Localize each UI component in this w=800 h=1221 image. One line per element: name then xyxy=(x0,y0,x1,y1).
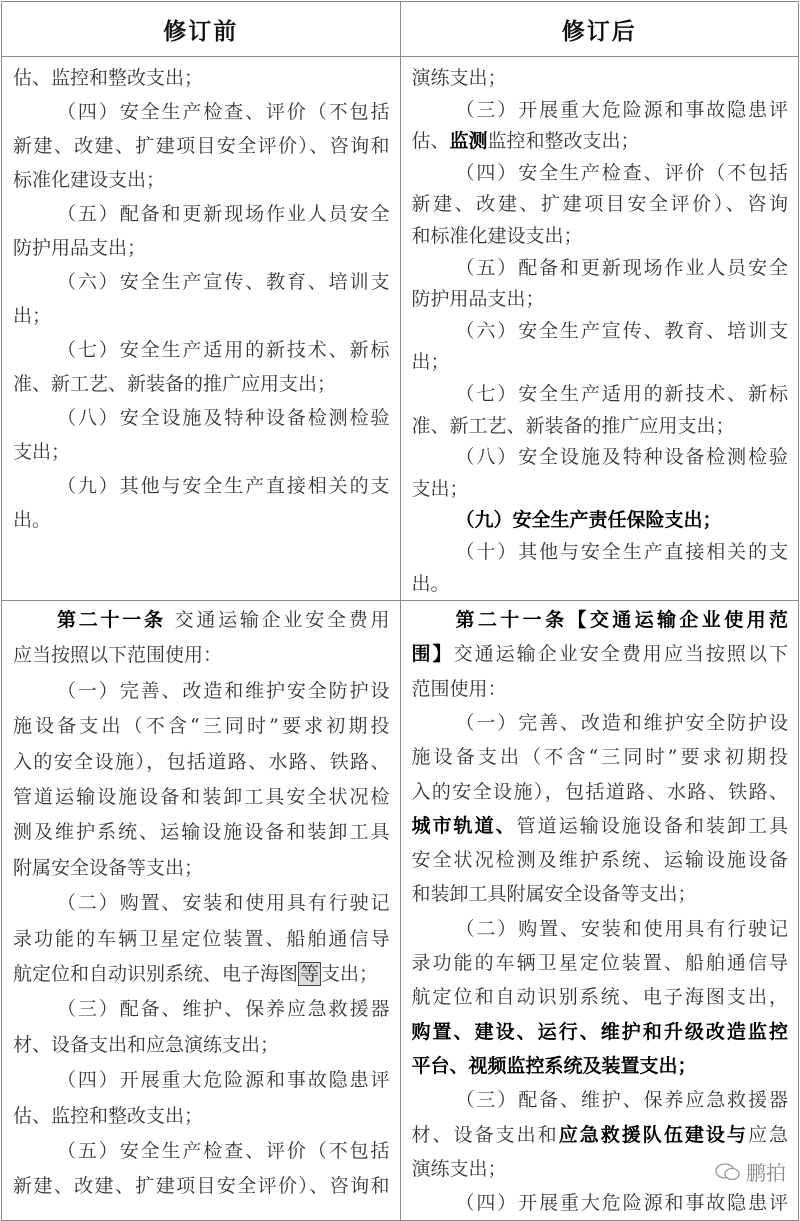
text-line xyxy=(412,411,789,443)
text-segment: 新建、改建、扩建项目安全评价）、咨询和 xyxy=(13,1175,390,1198)
text-segment: 支出； xyxy=(321,963,379,985)
text-line xyxy=(412,347,789,379)
bold-revision-text: 监测 xyxy=(449,130,488,153)
text-line xyxy=(13,197,390,231)
cell-text xyxy=(2,601,400,1205)
text-segment: 和装卸工具附属安全设备等支出； xyxy=(411,883,697,906)
text-line xyxy=(412,706,789,740)
text-line xyxy=(13,745,390,780)
text-segment: 交通运输企业安全费用 xyxy=(165,609,390,632)
text-segment: 安全状况检测及维护系统、运输设施设备 xyxy=(411,849,788,872)
text-line xyxy=(13,61,390,95)
text-segment: 录功能的车辆卫星定位装置、船舶通信导 xyxy=(411,952,788,975)
table-row xyxy=(2,57,799,601)
text-line xyxy=(412,537,789,569)
table-header-row xyxy=(2,2,799,57)
text-line xyxy=(13,299,390,333)
text-segment: 估、监控和整改支出； xyxy=(13,1104,204,1127)
text-segment: （六）安全生产宣传、教育、培训支 xyxy=(57,271,390,293)
bold-revision-text: 第二十一条【交通运输企业使用范 xyxy=(455,609,788,632)
cell-after xyxy=(400,57,799,601)
bold-revision-text: 购置、建设、运行、维护和升级改造监控 xyxy=(411,1020,788,1043)
text-line xyxy=(412,809,789,843)
text-line xyxy=(13,95,390,129)
text-line xyxy=(13,780,390,815)
text-segment: 和标准化建设支出； xyxy=(411,224,583,247)
text-line xyxy=(412,775,789,809)
text-line xyxy=(412,740,789,774)
text-line xyxy=(13,674,390,709)
text-line xyxy=(412,505,789,537)
text-line xyxy=(412,253,789,285)
text-line xyxy=(412,1015,789,1049)
bold-revision-text: （九）安全生产责任保险支出； xyxy=(455,509,722,532)
text-line xyxy=(13,503,390,537)
text-segment: 范围使用： xyxy=(411,677,507,700)
text-segment: 施设备支出（不含“三同时”要求初期投 xyxy=(411,746,788,769)
text-line xyxy=(13,435,390,469)
text-segment: 新建、改建、扩建项目安全评价）、咨询和 xyxy=(13,135,390,157)
text-line xyxy=(412,1049,789,1083)
text-line xyxy=(412,1186,789,1220)
text-line xyxy=(13,401,390,435)
text-segment: （八）安全设施及特种设备检测检验 xyxy=(57,407,390,429)
text-segment: 应急 xyxy=(747,1123,788,1146)
text-line xyxy=(412,63,789,95)
cell-text xyxy=(2,57,400,537)
text-segment: 管道运输设施设备和装卸工具 xyxy=(516,814,788,837)
text-segment: 航定位和自动识别系统、电子海图支出， xyxy=(411,986,788,1009)
text-line xyxy=(412,221,789,253)
text-line xyxy=(412,603,789,637)
text-line xyxy=(412,877,789,911)
cell-text xyxy=(401,57,799,600)
text-line xyxy=(412,672,789,706)
text-segment: 材、设备支出和应急演练支出； xyxy=(13,1033,280,1056)
text-line xyxy=(412,474,789,506)
text-line xyxy=(412,569,789,601)
text-segment: （三）配备、维护、保养应急救援器 xyxy=(455,1089,788,1112)
text-line xyxy=(412,1083,789,1117)
text-segment: 航定位和自动识别系统、电子海图 xyxy=(13,963,299,985)
text-segment: 新建、改建、扩建项目安全评价）、咨询 xyxy=(411,193,788,216)
bold-revision-text: 城市轨道、 xyxy=(411,814,517,837)
text-line xyxy=(412,316,789,348)
text-segment: 准、新工艺、新装备的推广应用支出； xyxy=(13,373,337,395)
text-line xyxy=(13,1063,390,1098)
text-segment: 管道运输设施设备和装卸工具安全状况检 xyxy=(13,786,390,809)
text-line xyxy=(412,284,789,316)
text-line xyxy=(412,379,789,411)
bold-revision-text: 应急救援队伍建设与 xyxy=(558,1123,748,1146)
text-line xyxy=(412,637,789,671)
text-line xyxy=(13,129,390,163)
text-segment: （四）安全生产检查、评价（不包括 xyxy=(455,161,788,184)
text-line xyxy=(13,638,390,673)
cell-before xyxy=(2,601,401,1221)
watermark xyxy=(714,1157,786,1186)
cell-after xyxy=(400,601,799,1221)
text-line xyxy=(412,912,789,946)
text-line xyxy=(13,265,390,299)
text-segment: （二）购置、安装和使用具有行驶记 xyxy=(57,892,390,915)
text-segment: （五）配备和更新现场作业人员安全 xyxy=(57,203,390,225)
text-segment: 出。 xyxy=(411,572,450,595)
bold-revision-text: 围】 xyxy=(411,643,454,666)
text-segment: 标准化建设支出； xyxy=(13,169,166,191)
text-segment: 支出； xyxy=(13,441,71,463)
text-segment: 入的安全设施），包括道路、水路、铁路、 xyxy=(13,750,390,773)
text-segment: （四）安全生产检查、评价（不包括 xyxy=(57,101,390,123)
text-line xyxy=(13,1134,390,1169)
text-segment: （三）配备、维护、保养应急救援器 xyxy=(57,998,390,1021)
text-line xyxy=(13,957,390,992)
text-line xyxy=(13,709,390,744)
text-segment: 入的安全设施），包括道路、水路、铁路、 xyxy=(411,780,788,803)
text-segment: 估、监控和整改支出； xyxy=(13,67,204,89)
text-segment: 材、设备支出和 xyxy=(411,1123,559,1146)
text-segment: （四）开展重大危险源和事故隐患评 xyxy=(57,1069,390,1092)
text-line xyxy=(412,442,789,474)
text-segment: （五）配备和更新现场作业人员安全 xyxy=(455,256,788,279)
text-line xyxy=(412,95,789,127)
bold-revision-text: 平台、视频监控系统及装置支出； xyxy=(411,1054,697,1077)
text-segment: 应当按照以下范围使用： xyxy=(13,644,223,667)
text-segment: 防护用品支出； xyxy=(411,288,545,311)
text-line xyxy=(412,158,789,190)
text-line xyxy=(13,333,390,367)
text-line xyxy=(13,992,390,1027)
revision-comparison-table xyxy=(1,1,799,1221)
text-line xyxy=(13,815,390,850)
text-segment: 出。 xyxy=(13,509,52,531)
text-segment: （一）完善、改造和维护安全防护设 xyxy=(455,711,788,734)
text-line xyxy=(13,1169,390,1204)
text-line xyxy=(412,189,789,221)
text-segment: （八）安全设施及特种设备检测检验 xyxy=(455,446,788,469)
text-line xyxy=(13,367,390,401)
text-line xyxy=(13,603,390,638)
cell-text xyxy=(401,601,799,1220)
text-line xyxy=(412,126,789,158)
text-line xyxy=(13,231,390,265)
text-line xyxy=(412,980,789,1014)
text-segment: （六）安全生产宣传、教育、培训支 xyxy=(455,319,788,342)
text-segment: （十）其他与安全生产直接相关的支 xyxy=(455,540,788,563)
text-line xyxy=(13,886,390,921)
wechat-icon xyxy=(714,1162,742,1182)
text-line xyxy=(13,1028,390,1063)
text-line xyxy=(412,946,789,980)
text-segment: （二）购置、安装和使用具有行驶记 xyxy=(455,917,788,940)
text-segment: 出； xyxy=(411,351,450,374)
text-segment: （七）安全生产适用的新技术、新标 xyxy=(57,339,390,361)
text-line xyxy=(13,922,390,957)
text-segment: 录功能的车辆卫星定位装置、船舶通信导 xyxy=(13,927,390,950)
text-segment: 支出； xyxy=(411,477,469,500)
header-after: 修订后 xyxy=(400,2,799,57)
highlighted-text: 等 xyxy=(300,963,320,985)
text-line xyxy=(13,1099,390,1134)
table-row xyxy=(2,601,799,1221)
text-segment: （七）安全生产适用的新技术、新标 xyxy=(455,382,788,405)
text-segment: 施设备支出（不含“三同时”要求初期投 xyxy=(13,715,390,738)
text-segment: 附属安全设备等支出； xyxy=(13,856,204,879)
text-segment: （一）完善、改造和维护安全防护设 xyxy=(57,679,390,702)
text-segment: （四）开展重大危险源和事故隐患评 xyxy=(455,1192,788,1215)
text-line xyxy=(13,469,390,503)
text-segment: 演练支出； xyxy=(411,67,507,89)
text-segment: 监控和整改支出； xyxy=(487,130,640,153)
text-segment: 出； xyxy=(13,305,52,327)
text-line xyxy=(412,843,789,877)
text-segment: 测及维护系统、运输设施设备和装卸工具 xyxy=(13,821,390,844)
text-segment: 演练支出； xyxy=(411,1157,507,1180)
text-line xyxy=(412,1118,789,1152)
text-segment: 交通运输企业安全费用应当按照以下 xyxy=(453,643,788,666)
text-line xyxy=(13,851,390,886)
header-before: 修订前 xyxy=(2,2,401,57)
text-line xyxy=(13,163,390,197)
text-segment: 防护用品支出； xyxy=(13,237,147,259)
cell-before xyxy=(2,57,401,601)
text-segment: 估、 xyxy=(411,130,450,153)
text-segment: （三）开展重大危险源和事故隐患评 xyxy=(455,98,788,121)
text-segment: （九）其他与安全生产直接相关的支 xyxy=(57,475,390,497)
text-segment: 准、新工艺、新装备的推广应用支出； xyxy=(411,414,735,437)
bold-revision-text: 第二十一条 xyxy=(57,609,166,632)
text-segment: （五）安全生产检查、评价（不包括 xyxy=(57,1139,390,1162)
watermark-text: 鹏拍 xyxy=(746,1161,786,1185)
